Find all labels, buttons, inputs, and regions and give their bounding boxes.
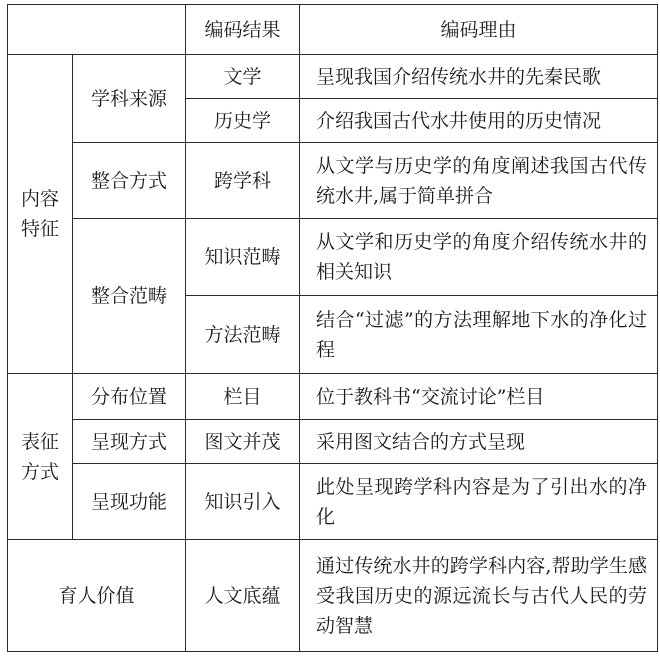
result-cell: 人文底蕴 <box>186 540 300 652</box>
subcategory-distribution: 分布位置 <box>73 374 186 420</box>
reason-cell: 采用图文结合的方式呈现 <box>300 420 658 464</box>
category-label-line1: 内容 <box>20 188 59 210</box>
result-cell: 栏目 <box>186 374 300 420</box>
table-row <box>8 219 658 296</box>
subcategory-presentation-method: 呈现方式 <box>73 420 186 464</box>
result-cell: 图文并茂 <box>186 420 300 464</box>
reason-cell: 从文学和历史学的角度介绍传统水井的相关知识 <box>300 219 658 296</box>
result-cell: 历史学 <box>186 99 300 143</box>
result-cell: 知识范畴 <box>186 219 300 296</box>
header-blank-cell <box>8 5 186 55</box>
header-reason: 编码理由 <box>300 5 658 55</box>
reason-cell: 呈现我国介绍传统水井的先秦民歌 <box>300 55 658 99</box>
table-row <box>8 540 658 652</box>
subcategory-subject-source: 学科来源 <box>73 55 186 143</box>
reason-cell: 通过传统水井的跨学科内容,帮助学生感受我国历史的源远流长与古代人民的劳动智慧 <box>300 540 658 652</box>
category-label-line1: 表征 <box>20 430 59 453</box>
category-content-features <box>8 55 73 374</box>
reason-cell: 结合“过滤”的方法理解地下水的净化过程 <box>300 296 658 374</box>
header-result: 编码结果 <box>186 5 300 55</box>
table-row <box>8 420 658 464</box>
reason-cell: 位于教科书“交流讨论”栏目 <box>300 374 658 420</box>
table-row <box>8 464 658 540</box>
category-representation <box>8 374 73 540</box>
category-label-line2: 方式 <box>20 460 59 483</box>
reason-cell: 此处呈现跨学科内容是为了引出水的净化 <box>300 464 658 540</box>
reason-cell: 从文学与历史学的角度阐述我国古代传统水井,属于简单拼合 <box>300 143 658 219</box>
result-cell: 方法范畴 <box>186 296 300 374</box>
table-row <box>8 143 658 219</box>
category-label-line2: 特征 <box>20 218 59 240</box>
subcategory-integration-method: 整合方式 <box>73 143 186 219</box>
result-cell: 文学 <box>186 55 300 99</box>
result-cell: 跨学科 <box>186 143 300 219</box>
result-cell: 知识引入 <box>186 464 300 540</box>
category-education-value: 育人价值 <box>8 540 186 652</box>
reason-cell: 介绍我国古代水井使用的历史情况 <box>300 99 658 143</box>
table-row <box>8 55 658 99</box>
header-row <box>8 5 658 55</box>
table-row <box>8 374 658 420</box>
subcategory-integration-category: 整合范畴 <box>73 219 186 374</box>
coding-table <box>7 4 658 652</box>
subcategory-presentation-function: 呈现功能 <box>73 464 186 540</box>
